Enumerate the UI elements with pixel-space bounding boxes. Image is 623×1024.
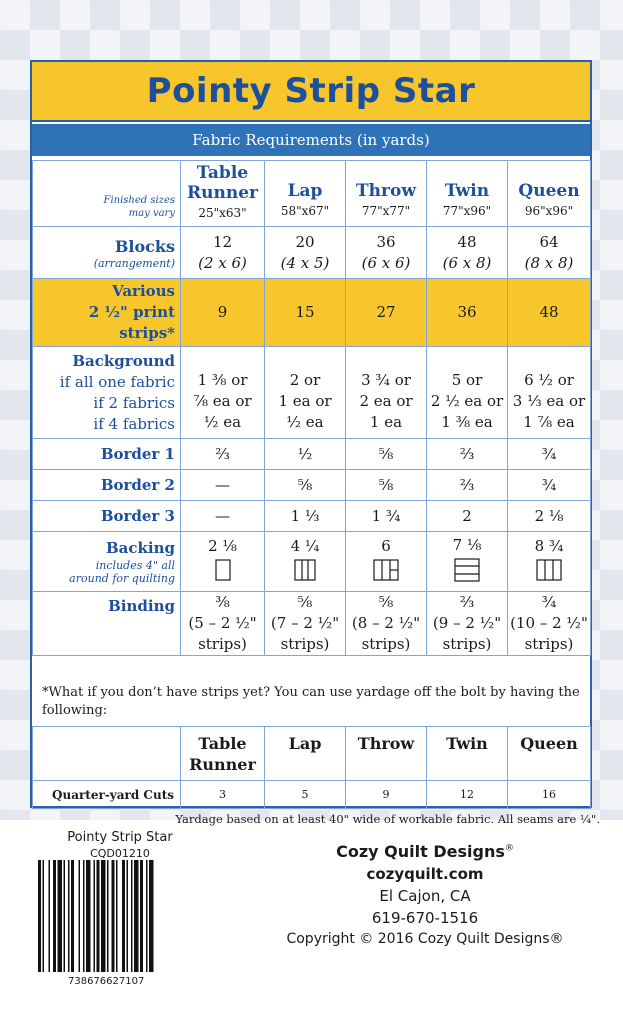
border1-cell: ½ xyxy=(265,439,346,470)
binding-strips: (8 – 2 ½" xyxy=(351,614,421,632)
registered-mark: ® xyxy=(504,843,514,854)
size-header-row xyxy=(33,161,591,227)
fabric-requirements-table xyxy=(32,160,591,656)
size-name: Queen xyxy=(518,181,580,201)
bg-value: 1 ⅜ ea xyxy=(441,413,493,431)
binding-strips-word: strips) xyxy=(280,635,330,653)
binding-value: ⅝ xyxy=(297,593,313,611)
backing-label-text: Backing xyxy=(105,539,175,557)
product-code: CQD01210 xyxy=(90,847,150,860)
blocks-cell xyxy=(346,227,427,279)
page-title: Pointy Strip Star xyxy=(146,71,476,111)
strips-cell: 15 xyxy=(265,279,346,347)
bg-value: 2 ea or xyxy=(359,392,413,410)
print-strips-label xyxy=(33,279,181,347)
blocks-label xyxy=(33,227,181,279)
backing-cell xyxy=(346,532,427,592)
background-opt1: if all one fabric xyxy=(59,372,175,391)
barcode-title: Pointy Strip Star xyxy=(67,830,173,845)
background-row xyxy=(33,347,591,439)
border3-cell: — xyxy=(181,501,265,532)
strips-label-line1: Various xyxy=(112,282,175,300)
bg-value: ½ ea xyxy=(286,413,324,431)
blocks-value: 12 xyxy=(212,232,233,251)
backing-note1: includes 4" all xyxy=(95,559,175,572)
blocks-arrangement: (4 x 5) xyxy=(280,253,330,272)
company-phone: 619-670-1516 xyxy=(371,909,479,927)
blocks-label-text: Blocks xyxy=(114,236,175,256)
border2-row xyxy=(33,470,591,501)
binding-strips-word: strips) xyxy=(524,635,574,653)
binding-strips-word: strips) xyxy=(198,635,247,653)
cuts-value: 12 xyxy=(427,781,508,809)
blocks-value: 64 xyxy=(539,232,559,251)
bg-value: 1 ea xyxy=(369,413,403,431)
size-name-line1: Table xyxy=(196,163,249,183)
backing-value: 7 ⅛ xyxy=(452,536,482,554)
cuts-header-blank xyxy=(33,727,181,781)
size-col-lap xyxy=(265,161,346,227)
bg-value: 1 ea or xyxy=(278,392,332,410)
size-name: Twin xyxy=(444,181,490,201)
bg-value: 3 ¾ or xyxy=(361,371,411,389)
size-col-throw xyxy=(346,161,427,227)
strips-cell: 36 xyxy=(427,279,508,347)
yardage-note: Yardage based on at least 40" wide of workable fabric. All seams are ¼". xyxy=(175,812,600,826)
bg-value: ½ ea xyxy=(203,413,242,431)
cuts-header-line2: Runner xyxy=(189,754,256,774)
binding-row xyxy=(33,592,591,656)
bg-value: 1 ⅜ or xyxy=(197,371,248,389)
binding-strips-word: strips) xyxy=(442,635,492,653)
subtitle-bar xyxy=(32,124,590,156)
size-name-line2: Runner xyxy=(187,183,258,203)
bg-value: 2 or xyxy=(289,371,321,389)
subtitle: Fabric Requirements (in yards) xyxy=(192,131,430,149)
cuts-header-cell: Throw xyxy=(346,727,427,781)
binding-value: ¾ xyxy=(541,593,557,611)
backing-3-vertical-icon xyxy=(536,559,562,581)
binding-value: ⅔ xyxy=(459,593,475,611)
company-name xyxy=(240,842,610,861)
cuts-header-row xyxy=(33,727,591,781)
background-label xyxy=(33,347,181,439)
border2-label: Border 2 xyxy=(33,470,181,501)
backing-value: 4 ¼ xyxy=(290,537,320,555)
blocks-arrangement: (6 x 8) xyxy=(442,253,492,272)
cuts-value: 16 xyxy=(508,781,591,809)
size-name: Throw xyxy=(356,181,416,201)
border3-cell: 1 ⅓ xyxy=(265,501,346,532)
cuts-header-cell: Queen xyxy=(508,727,591,781)
print-strips-row xyxy=(33,279,591,347)
cuts-header-cell: Lap xyxy=(265,727,346,781)
border3-cell: 2 xyxy=(427,501,508,532)
border2-cell: — xyxy=(181,470,265,501)
barcode-icon xyxy=(36,860,206,972)
size-name: Lap xyxy=(287,181,323,201)
binding-cell xyxy=(346,592,427,656)
binding-strips: (9 – 2 ½" xyxy=(432,614,502,632)
cuts-value: 3 xyxy=(181,781,265,809)
bg-value: 1 ⅞ ea xyxy=(523,413,575,431)
cuts-value: 9 xyxy=(346,781,427,809)
binding-label: Binding xyxy=(33,592,181,656)
background-opt3: if 4 fabrics xyxy=(93,414,175,433)
backing-1-panel-icon xyxy=(215,559,231,581)
company-name-text: Cozy Quilt Designs xyxy=(336,842,505,861)
blocks-cell xyxy=(427,227,508,279)
blocks-arrangement: (2 x 6) xyxy=(198,253,247,272)
cuts-row-label: Quarter-yard Cuts xyxy=(33,781,181,809)
binding-strips: (10 – 2 ½" xyxy=(510,614,588,632)
backing-label xyxy=(33,532,181,592)
bg-value: 5 or xyxy=(451,371,483,389)
bg-value: ⅞ ea or xyxy=(193,392,252,410)
strips-footnote: *What if you don’t have strips yet? You can use yardage off the bolt by having the following: xyxy=(42,685,580,718)
strips-cell: 48 xyxy=(508,279,591,347)
border2-cell: ⅝ xyxy=(265,470,346,501)
background-cell xyxy=(508,347,591,439)
backing-cell xyxy=(181,532,265,592)
title-bar xyxy=(32,62,590,122)
bg-value: 6 ½ or xyxy=(524,371,574,389)
bg-value: 2 ½ ea or xyxy=(430,392,504,410)
cuts-value: 5 xyxy=(265,781,346,809)
binding-cell xyxy=(181,592,265,656)
barcode-block xyxy=(30,830,220,992)
blocks-cell xyxy=(181,227,265,279)
backing-note2: around for quilting xyxy=(69,572,175,585)
border1-cell: ⅔ xyxy=(181,439,265,470)
border2-cell: ⅔ xyxy=(427,470,508,501)
background-cell xyxy=(427,347,508,439)
size-col-table-runner xyxy=(181,161,265,227)
border1-cell: ¾ xyxy=(508,439,591,470)
backing-value: 2 ⅛ xyxy=(208,537,237,555)
background-cell xyxy=(181,347,265,439)
blocks-value: 36 xyxy=(376,232,396,251)
binding-value: ⅝ xyxy=(378,593,394,611)
backing-2-panel-icon xyxy=(294,559,316,581)
blocks-row xyxy=(33,227,591,279)
strips-cell: 9 xyxy=(181,279,265,347)
border3-label: Border 3 xyxy=(33,501,181,532)
note-line-2: may vary xyxy=(128,208,175,219)
bg-value: 3 ⅓ ea or xyxy=(512,392,586,410)
size-dims: 77"x96" xyxy=(442,204,492,218)
background-opt2: if 2 fabrics xyxy=(93,393,175,412)
strips-label-line2: 2 ½" print xyxy=(88,303,175,321)
border1-row xyxy=(33,439,591,470)
backing-value: 6 xyxy=(381,537,391,555)
company-location: El Cajon, CA xyxy=(379,887,471,905)
blocks-cell xyxy=(265,227,346,279)
cuts-header-cell xyxy=(181,727,265,781)
binding-cell xyxy=(508,592,591,656)
backing-3-panel-icon xyxy=(373,559,399,581)
border3-cell: 1 ¾ xyxy=(346,501,427,532)
border2-cell: ¾ xyxy=(508,470,591,501)
binding-cell xyxy=(265,592,346,656)
strips-label-line3: strips* xyxy=(119,324,175,342)
size-dims: 77"x77" xyxy=(361,204,411,218)
background-cell xyxy=(346,347,427,439)
border1-cell: ⅝ xyxy=(346,439,427,470)
cuts-header-line1: Table xyxy=(198,733,247,753)
background-cell xyxy=(265,347,346,439)
pattern-sheet xyxy=(30,60,592,808)
border2-cell: ⅝ xyxy=(346,470,427,501)
backing-3-horizontal-icon xyxy=(454,558,480,582)
blocks-sublabel: (arrangement) xyxy=(93,256,175,270)
size-col-queen xyxy=(508,161,591,227)
size-dims: 25"x63" xyxy=(198,206,247,220)
border1-cell: ⅔ xyxy=(427,439,508,470)
border3-row xyxy=(33,501,591,532)
company-website: cozyquilt.com xyxy=(366,865,484,883)
quarter-yard-cuts-table xyxy=(32,726,591,809)
backing-row xyxy=(33,532,591,592)
note-line-1: Finished sizes xyxy=(103,195,175,206)
finished-sizes-note xyxy=(33,161,181,227)
blocks-value: 20 xyxy=(295,232,315,251)
backing-cell xyxy=(427,532,508,592)
background-label-text: Background xyxy=(72,351,175,370)
binding-cell xyxy=(427,592,508,656)
size-dims: 96"x96" xyxy=(524,204,574,218)
binding-strips: (5 – 2 ½" xyxy=(188,614,257,632)
barcode-number: 738676627107 xyxy=(68,976,145,987)
blocks-arrangement: (8 x 8) xyxy=(524,253,574,272)
binding-value: ⅜ xyxy=(215,593,230,611)
strips-cell: 27 xyxy=(346,279,427,347)
company-info xyxy=(240,842,610,947)
binding-strips-word: strips) xyxy=(361,635,411,653)
copyright: Copyright © 2016 Cozy Quilt Designs® xyxy=(286,931,564,947)
blocks-cell xyxy=(508,227,591,279)
binding-strips: (7 – 2 ½" xyxy=(270,614,340,632)
cuts-header-cell: Twin xyxy=(427,727,508,781)
blocks-arrangement: (6 x 6) xyxy=(361,253,411,272)
blocks-value: 48 xyxy=(457,232,477,251)
border1-label: Border 1 xyxy=(33,439,181,470)
backing-value: 8 ¾ xyxy=(534,537,564,555)
backing-cell xyxy=(508,532,591,592)
size-dims: 58"x67" xyxy=(280,204,330,218)
backing-cell xyxy=(265,532,346,592)
size-col-twin xyxy=(427,161,508,227)
cuts-values-row xyxy=(33,781,591,809)
border3-cell: 2 ⅛ xyxy=(508,501,591,532)
